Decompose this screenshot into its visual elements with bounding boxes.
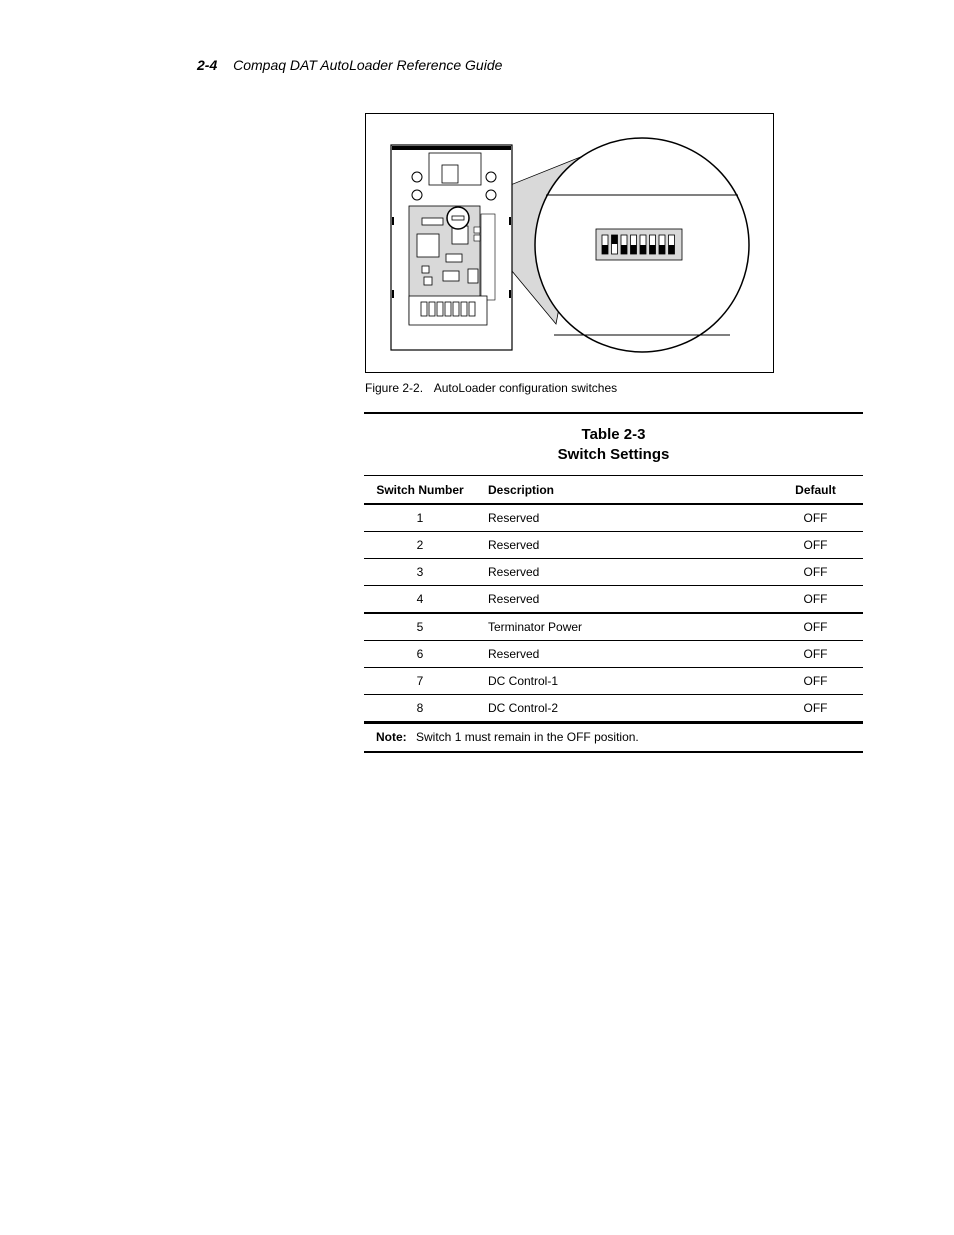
cell-switch-number: 3 — [364, 559, 476, 586]
cell-default: OFF — [768, 613, 863, 641]
figure-caption-text: AutoLoader configuration switches — [433, 381, 618, 395]
note-text: Switch 1 must remain in the OFF position. — [416, 730, 639, 744]
dip-switch-lever — [602, 245, 608, 254]
table-row — [364, 668, 863, 695]
page-header — [197, 57, 502, 73]
header-default: Default — [768, 476, 863, 505]
cell-default: OFF — [768, 504, 863, 532]
cell-switch-number: 4 — [364, 586, 476, 614]
cell-description: DC Control-2 — [476, 695, 768, 722]
table-row — [364, 613, 863, 641]
header-description: Description — [476, 476, 768, 505]
cell-default: OFF — [768, 695, 863, 722]
table-row — [364, 695, 863, 722]
cell-description: Reserved — [476, 504, 768, 532]
cell-default: OFF — [768, 559, 863, 586]
dip-switch-lever — [640, 245, 646, 254]
cell-default: OFF — [768, 668, 863, 695]
running-title: Compaq DAT AutoLoader Reference Guide — [233, 57, 503, 73]
header-switch-number: Switch Number — [364, 476, 476, 505]
table-name: Switch Settings — [557, 446, 670, 463]
cell-default: OFF — [768, 586, 863, 614]
table-row — [364, 641, 863, 668]
page-number: 2-4 — [197, 57, 218, 73]
table-row — [364, 586, 863, 614]
cell-switch-number: 7 — [364, 668, 476, 695]
figure-caption — [365, 381, 617, 395]
switch-settings-table — [364, 412, 863, 753]
cell-description: DC Control-1 — [476, 668, 768, 695]
cell-description: Reserved — [476, 641, 768, 668]
dip-switch-lever — [669, 245, 675, 254]
dip-switch-lever — [631, 245, 637, 254]
table-note — [364, 722, 863, 753]
dip-switch-lever — [650, 245, 656, 254]
dip-switch-lever — [612, 235, 618, 244]
cell-switch-number: 2 — [364, 532, 476, 559]
cell-description: Reserved — [476, 559, 768, 586]
cell-switch-number: 1 — [364, 504, 476, 532]
dip-switch-lever — [659, 245, 665, 254]
table-title — [364, 414, 863, 475]
table-row — [364, 532, 863, 559]
cell-description: Terminator Power — [476, 613, 768, 641]
dip-switch-lever — [621, 245, 627, 254]
table-row — [364, 504, 863, 532]
cell-description: Reserved — [476, 586, 768, 614]
cell-switch-number: 6 — [364, 641, 476, 668]
figure-illustration — [365, 113, 774, 373]
cell-switch-number: 5 — [364, 613, 476, 641]
note-label: Note: — [376, 730, 407, 744]
cell-default: OFF — [768, 532, 863, 559]
cell-switch-number: 8 — [364, 695, 476, 722]
table-number: Table 2-3 — [581, 426, 646, 443]
cell-default: OFF — [768, 641, 863, 668]
cell-description: Reserved — [476, 532, 768, 559]
table-row — [364, 559, 863, 586]
figure-label: Figure 2-2. — [365, 381, 424, 395]
table-header-row — [364, 476, 863, 505]
autoloader-diagram — [366, 114, 773, 372]
